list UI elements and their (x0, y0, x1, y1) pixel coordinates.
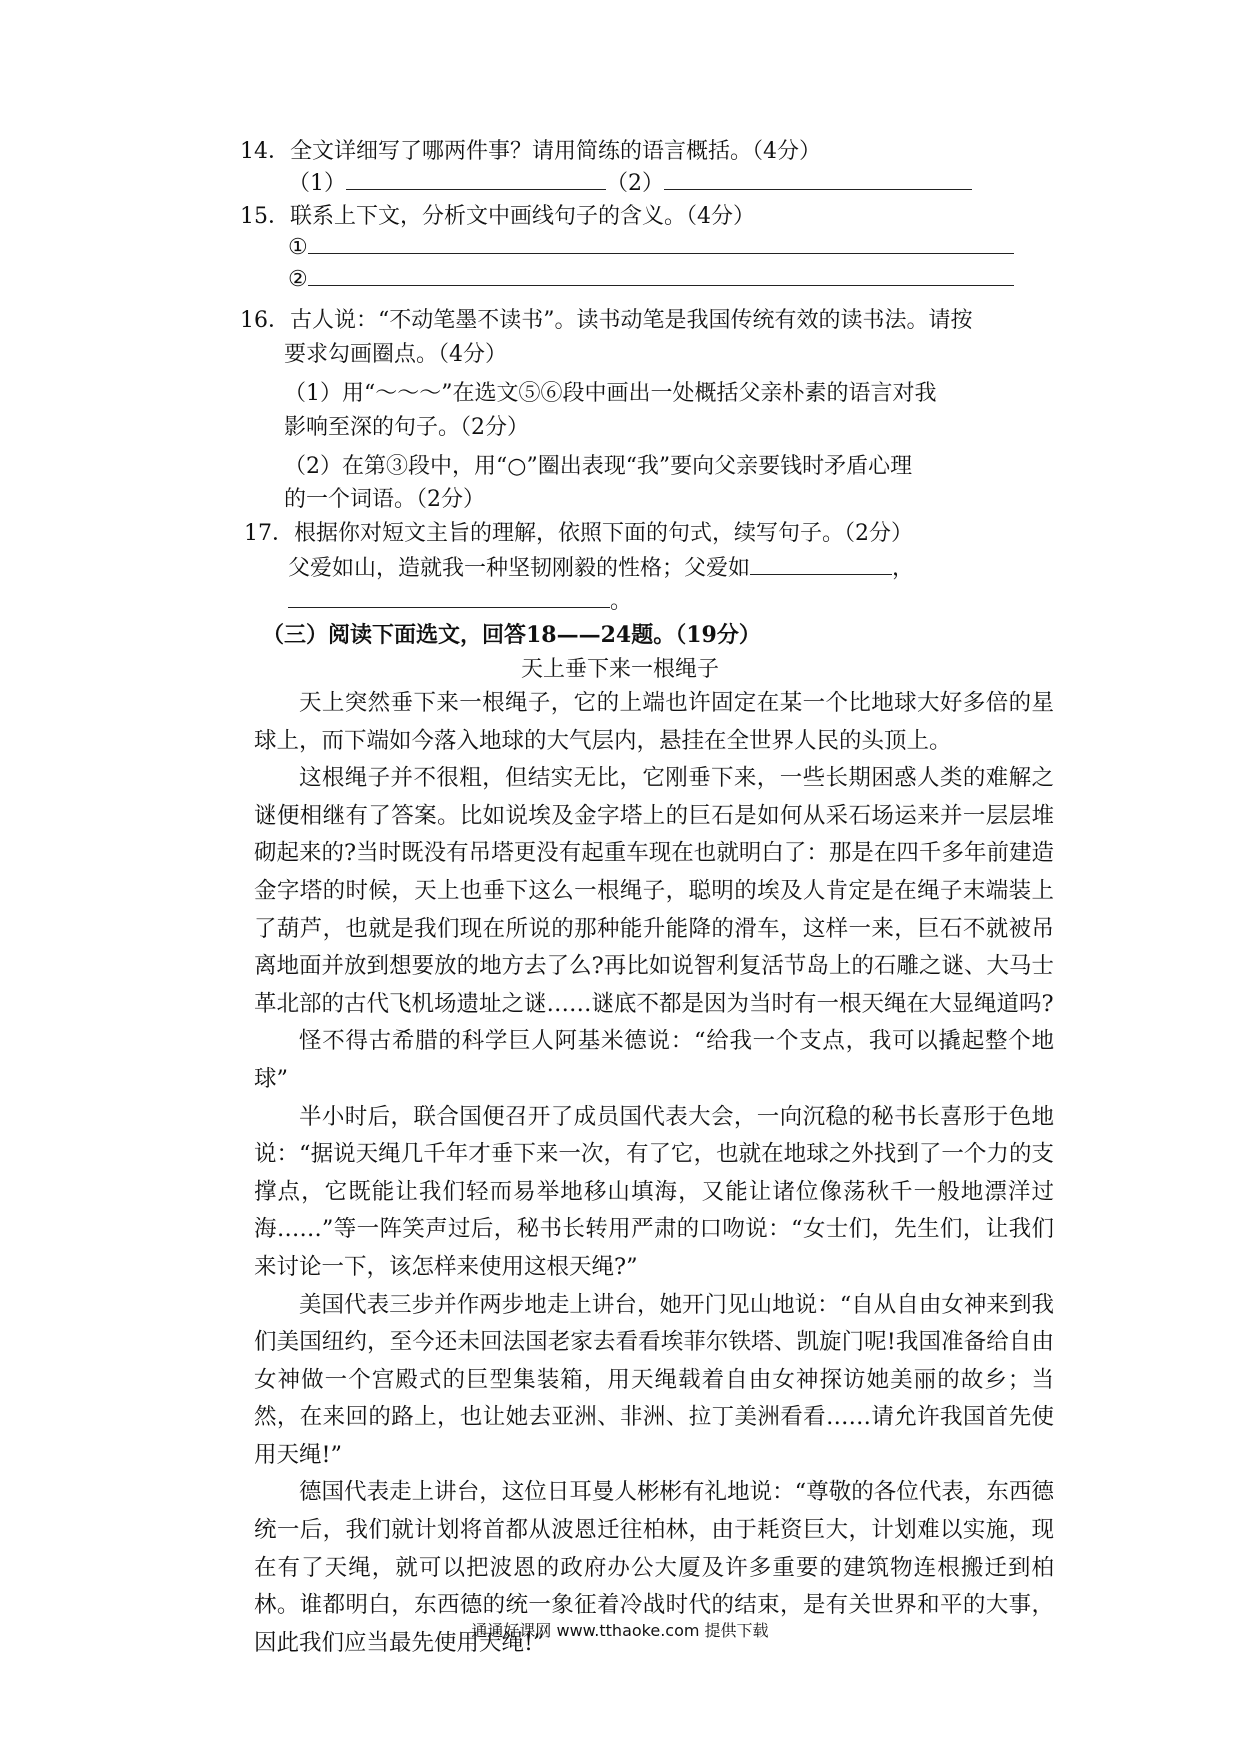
question-17-continuation (288, 586, 632, 618)
question-17-sentence (288, 553, 914, 585)
answer-blank-6[interactable] (288, 587, 610, 608)
blank-2-label: （2） (606, 171, 664, 196)
answer-blank-1[interactable] (346, 169, 606, 190)
article-paragraph-5: 美国代表三步并作两步地走上讲台，她开门见山地说：“自从自由女神来到我们美国纽约，至今还未回法国老家去看看埃菲尔铁塔、凯旋门呢!我国准备给自由女神做一个宫殿式的巨型集装箱，用天绳载着自由女神探访她美丽的故乡；当然，在来回的路上，也让她去亚洲、非洲、拉丁美洲看看……请允许我国首先使用天绳!” (254, 1291, 1054, 1468)
article-paragraph-6: 德国代表走上讲台，这位日耳曼人彬彬有礼地说：“尊敬的各位代表，东西德统一后，我们就计划将首都从波恩迁往柏林，由于耗资巨大，计划难以实施，现在有了天绳，就可以把波恩的政府办公大厦及许多重要的建筑物连根搬迁到柏林。谁都明白，东西德的统一象征着冷战时代的结束，是有关世界和平的大事，因此我们应当最先使用天绳!” (254, 1479, 1054, 1656)
question-16-sub-1-line-1: （1）用“～～～”在选文⑤⑥段中画出一处概括父亲朴素的语言对我 (284, 381, 937, 406)
sentence-period: 。 (610, 589, 633, 614)
question-16-sub-2-line-1: （2）在第③段中，用“○”圈出表现“我”要向父亲要钱时矛盾心理 (284, 454, 913, 479)
question-16-line-2: 要求勾画圈点。（4分） (284, 342, 507, 367)
circle-2-label: ② (288, 267, 308, 292)
question-16-sub-1-line-2: 影响至深的句子。（2分） (284, 415, 529, 440)
article-body (254, 685, 1054, 1662)
page-footer: 通通好课网 www.tthaoke.com 提供下载 (471, 1621, 769, 1640)
blank-1-label: （1） (288, 171, 346, 196)
article-paragraph-3: 怪不得古希腊的科学巨人阿基米德说：“给我一个支点，我可以撬起整个地球” (254, 1028, 1054, 1092)
answer-blank-4[interactable] (308, 265, 1014, 286)
sentence-comma: ， (892, 556, 915, 581)
question-15: 15．联系上下文，分析文中画线句子的含义。（4分） (240, 204, 755, 229)
article-paragraph-4: 半小时后，联合国便召开了成员国代表大会，一向沉稳的秘书长喜形于色地说：“据说天绳几千年才垂下来一次，有了它，也就在地球之外找到了一个力的支撑点，它既能让我们轻而易举地移山填海，又能让诸位像荡秋千一般地漂洋过海……”等一阵笑声过后，秘书长转用严肃的口吻说：“女士们，先生们，让我们来讨论一下，该怎样来使用这根天绳?” (254, 1103, 1054, 1280)
question-14-answer-line (288, 168, 972, 200)
section-3-title: （三）阅读下面选文，回答18——24题。（19分） (262, 622, 761, 648)
article-paragraph-1: 天上突然垂下来一根绳子，它的上端也许固定在某一个比地球大好多倍的星球上，而下端如今落入地球的大气层内，悬挂在全世界人民的头顶上。 (254, 690, 1054, 754)
sentence-prompt: 父爱如山，造就我一种坚韧刚毅的性格；父爱如 (288, 556, 751, 581)
question-15-answer-line-2 (288, 264, 1014, 296)
answer-blank-5[interactable] (750, 554, 892, 575)
question-17: 17．根据你对短文主旨的理解，依照下面的句式，续写句子。（2分） (244, 521, 913, 546)
question-16-sub-2-line-2: 的一个词语。（2分） (284, 487, 485, 512)
answer-blank-2[interactable] (664, 169, 972, 190)
question-15-answer-line-1 (288, 232, 1014, 264)
answer-blank-3[interactable] (308, 233, 1014, 254)
circle-1-label: ① (288, 235, 308, 260)
question-16-line-1: 16．古人说：“不动笔墨不读书”。读书动笔是我国传统有效的读书法。请按 (240, 308, 973, 333)
question-14: 14．全文详细写了哪两件事？请用简练的语言概括。（4分） (240, 139, 821, 164)
article-paragraph-2: 这根绳子并不很粗，但结实无比，它刚垂下来，一些长期困惑人类的难解之谜便相继有了答案。比如说埃及金字塔上的巨石是如何从采石场运来并一层层堆砌起来的?当时既没有吊塔更没有起重车现在也就明白了：那是在四千多年前建造金字塔的时候，天上也垂下这么一根绳子，聪明的埃及人肯定是在绳子末端装上了葫芦，也就是我们现在所说的那种能升能降的滑车，这样一来，巨石不就被吊离地面并放到想要放的地方去了么?再比如说智利复活节岛上的石雕之谜、大马士革北部的古代飞机场遗址之谜……谜底不都是因为当时有一根天绳在大显绳道吗? (254, 765, 1054, 1017)
article-title: 天上垂下来一根绳子 (520, 657, 719, 682)
